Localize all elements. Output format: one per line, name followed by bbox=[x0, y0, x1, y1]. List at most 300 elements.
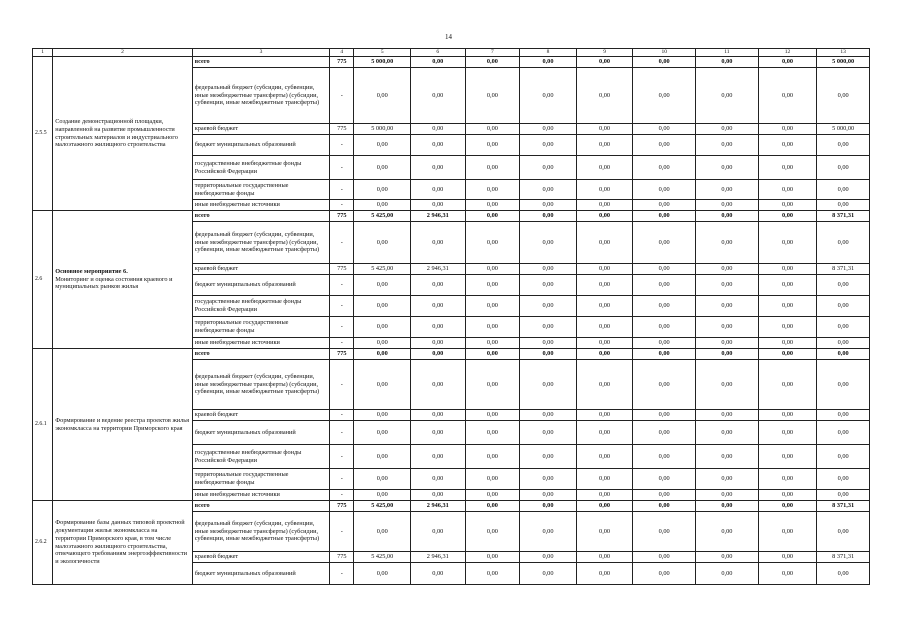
amount-cell: 0,00 bbox=[696, 211, 759, 222]
amount-cell: 0,00 bbox=[696, 275, 759, 296]
funding-source: государственные внебюджетные фонды Российской Федерации bbox=[192, 445, 329, 469]
activity-description: Формирование базы данных типовой проектной документации жилья экономкласса на территории Приморского края, в том числе малоэтажного жилищного строительства, отвечающего требованиям энергоэффективности и экологичности bbox=[55, 518, 187, 566]
amount-cell: 0,00 bbox=[576, 180, 633, 200]
row-code: 2.6.1 bbox=[33, 349, 53, 501]
amount-cell: 0,00 bbox=[520, 338, 577, 349]
amount-cell: 0,00 bbox=[354, 563, 411, 585]
amount-cell: 0,00 bbox=[576, 445, 633, 469]
amount-cell: 0,00 bbox=[411, 296, 466, 317]
amount-cell: 2 946,31 bbox=[411, 264, 466, 275]
amount-cell: 0,00 bbox=[465, 421, 520, 445]
amount-cell: 0,00 bbox=[817, 421, 870, 445]
budget-code: - bbox=[330, 68, 354, 124]
amount-cell: 0,00 bbox=[696, 124, 759, 135]
row-code: 2.5.5 bbox=[33, 57, 53, 211]
amount-cell: 0,00 bbox=[633, 68, 696, 124]
amount-cell: 0,00 bbox=[633, 222, 696, 264]
amount-cell: 0,00 bbox=[354, 421, 411, 445]
funding-source: иные внебюджетные источники bbox=[192, 200, 329, 211]
funding-source: федеральный бюджет (субсидии, субвенции, иные межбюджетные трансферты) (субсидии, субвенции, иные межбюджетные трансферты) bbox=[192, 68, 329, 124]
amount-cell: 0,00 bbox=[354, 349, 411, 360]
budget-code: 775 bbox=[330, 57, 354, 68]
budget-code: - bbox=[330, 200, 354, 211]
column-header: 2 bbox=[53, 49, 193, 57]
amount-cell: 0,00 bbox=[696, 421, 759, 445]
funding-source: краевой бюджет bbox=[192, 552, 329, 563]
amount-cell: 0,00 bbox=[696, 512, 759, 552]
amount-cell: 0,00 bbox=[576, 200, 633, 211]
budget-code: - bbox=[330, 490, 354, 501]
amount-cell: 0,00 bbox=[354, 135, 411, 156]
amount-cell: 0,00 bbox=[817, 296, 870, 317]
amount-cell: 0,00 bbox=[520, 296, 577, 317]
amount-cell: 2 946,31 bbox=[411, 552, 466, 563]
column-header: 7 bbox=[465, 49, 520, 57]
amount-cell: 0,00 bbox=[758, 501, 817, 512]
budget-code: - bbox=[330, 275, 354, 296]
amount-cell: 0,00 bbox=[633, 552, 696, 563]
amount-cell: 0,00 bbox=[696, 490, 759, 501]
amount-cell: 0,00 bbox=[465, 275, 520, 296]
budget-code: - bbox=[330, 222, 354, 264]
row-code: 2.6 bbox=[33, 211, 53, 349]
amount-cell: 0,00 bbox=[354, 275, 411, 296]
amount-cell: 0,00 bbox=[576, 469, 633, 490]
amount-cell: 0,00 bbox=[465, 135, 520, 156]
amount-cell: 0,00 bbox=[758, 338, 817, 349]
amount-cell: 0,00 bbox=[633, 296, 696, 317]
amount-cell: 0,00 bbox=[520, 490, 577, 501]
amount-cell: 0,00 bbox=[633, 317, 696, 338]
amount-cell: 0,00 bbox=[696, 410, 759, 421]
amount-cell: 5 425,00 bbox=[354, 501, 411, 512]
amount-cell: 0,00 bbox=[354, 222, 411, 264]
amount-cell: 0,00 bbox=[817, 469, 870, 490]
amount-cell: 0,00 bbox=[520, 135, 577, 156]
activity-name bbox=[53, 501, 193, 585]
amount-cell: 5 425,00 bbox=[354, 552, 411, 563]
amount-cell: 0,00 bbox=[354, 296, 411, 317]
amount-cell: 0,00 bbox=[411, 563, 466, 585]
budget-code: 775 bbox=[330, 211, 354, 222]
amount-cell: 0,00 bbox=[465, 296, 520, 317]
column-header: 11 bbox=[696, 49, 759, 57]
amount-cell: 0,00 bbox=[817, 445, 870, 469]
amount-cell: 0,00 bbox=[520, 360, 577, 410]
budget-code: - bbox=[330, 445, 354, 469]
amount-cell: 0,00 bbox=[354, 200, 411, 211]
amount-cell: 0,00 bbox=[411, 57, 466, 68]
amount-cell: 0,00 bbox=[633, 135, 696, 156]
amount-cell: 0,00 bbox=[465, 445, 520, 469]
amount-cell: 0,00 bbox=[758, 360, 817, 410]
amount-cell: 8 371,31 bbox=[817, 552, 870, 563]
funding-source: государственные внебюджетные фонды Российской Федерации bbox=[192, 296, 329, 317]
amount-cell: 0,00 bbox=[817, 512, 870, 552]
amount-cell: 0,00 bbox=[465, 156, 520, 180]
amount-cell: 0,00 bbox=[465, 552, 520, 563]
amount-cell: 0,00 bbox=[633, 57, 696, 68]
amount-cell: 0,00 bbox=[817, 180, 870, 200]
amount-cell: 0,00 bbox=[696, 156, 759, 180]
amount-cell: 0,00 bbox=[576, 512, 633, 552]
funding-source: федеральный бюджет (субсидии, субвенции, иные межбюджетные трансферты) (субсидии, субвенции, иные межбюджетные трансферты) bbox=[192, 360, 329, 410]
amount-cell: 0,00 bbox=[465, 563, 520, 585]
amount-cell: 8 371,31 bbox=[817, 211, 870, 222]
activity-description: Формирование и ведение реестра проектов жилья экономкласса на территории Приморского края bbox=[55, 416, 190, 432]
row-code: 2.6.2 bbox=[33, 501, 53, 585]
amount-cell: 0,00 bbox=[633, 200, 696, 211]
amount-cell: 0,00 bbox=[758, 222, 817, 264]
amount-cell: 0,00 bbox=[633, 180, 696, 200]
amount-cell: 0,00 bbox=[465, 264, 520, 275]
amount-cell: 0,00 bbox=[817, 135, 870, 156]
table-row bbox=[33, 349, 870, 360]
amount-cell: 0,00 bbox=[758, 156, 817, 180]
amount-cell: 0,00 bbox=[576, 421, 633, 445]
table-row bbox=[33, 501, 870, 512]
amount-cell: 0,00 bbox=[758, 68, 817, 124]
budget-code: 775 bbox=[330, 349, 354, 360]
amount-cell: 0,00 bbox=[411, 180, 466, 200]
amount-cell: 0,00 bbox=[696, 180, 759, 200]
amount-cell: 0,00 bbox=[758, 469, 817, 490]
column-header: 10 bbox=[633, 49, 696, 57]
amount-cell: 0,00 bbox=[354, 68, 411, 124]
amount-cell: 0,00 bbox=[633, 563, 696, 585]
activity-name bbox=[53, 349, 193, 501]
amount-cell: 0,00 bbox=[411, 410, 466, 421]
amount-cell: 8 371,31 bbox=[817, 501, 870, 512]
amount-cell: 0,00 bbox=[817, 349, 870, 360]
amount-cell: 0,00 bbox=[465, 124, 520, 135]
amount-cell: 0,00 bbox=[696, 469, 759, 490]
activity-name bbox=[53, 211, 193, 349]
budget-code: - bbox=[330, 338, 354, 349]
amount-cell: 0,00 bbox=[758, 135, 817, 156]
amount-cell: 0,00 bbox=[465, 317, 520, 338]
amount-cell: 0,00 bbox=[817, 200, 870, 211]
amount-cell: 0,00 bbox=[758, 563, 817, 585]
amount-cell: 0,00 bbox=[520, 445, 577, 469]
amount-cell: 0,00 bbox=[758, 410, 817, 421]
funding-source: территориальные государственные внебюджетные фонды bbox=[192, 469, 329, 490]
amount-cell: 0,00 bbox=[758, 445, 817, 469]
amount-cell: 0,00 bbox=[817, 490, 870, 501]
amount-cell: 0,00 bbox=[758, 349, 817, 360]
funding-source: всего bbox=[192, 349, 329, 360]
amount-cell: 0,00 bbox=[696, 501, 759, 512]
amount-cell: 0,00 bbox=[758, 317, 817, 338]
amount-cell: 0,00 bbox=[354, 445, 411, 469]
column-header: 8 bbox=[520, 49, 577, 57]
funding-source: всего bbox=[192, 501, 329, 512]
amount-cell: 0,00 bbox=[576, 490, 633, 501]
amount-cell: 0,00 bbox=[411, 156, 466, 180]
budget-code: 775 bbox=[330, 124, 354, 135]
amount-cell: 0,00 bbox=[465, 410, 520, 421]
amount-cell: 0,00 bbox=[633, 445, 696, 469]
budget-code: 775 bbox=[330, 552, 354, 563]
amount-cell: 0,00 bbox=[465, 211, 520, 222]
amount-cell: 0,00 bbox=[817, 68, 870, 124]
amount-cell: 0,00 bbox=[817, 360, 870, 410]
column-header: 1 bbox=[33, 49, 53, 57]
amount-cell: 0,00 bbox=[520, 124, 577, 135]
amount-cell: 0,00 bbox=[817, 338, 870, 349]
amount-cell: 0,00 bbox=[817, 563, 870, 585]
amount-cell: 0,00 bbox=[576, 135, 633, 156]
page-number: 14 bbox=[445, 33, 452, 41]
amount-cell: 0,00 bbox=[465, 68, 520, 124]
amount-cell: 0,00 bbox=[411, 512, 466, 552]
table-body bbox=[33, 57, 870, 585]
amount-cell: 0,00 bbox=[696, 222, 759, 264]
amount-cell: 0,00 bbox=[354, 338, 411, 349]
amount-cell: 0,00 bbox=[520, 421, 577, 445]
amount-cell: 0,00 bbox=[633, 211, 696, 222]
amount-cell: 0,00 bbox=[354, 512, 411, 552]
amount-cell: 0,00 bbox=[576, 296, 633, 317]
amount-cell: 0,00 bbox=[633, 264, 696, 275]
amount-cell: 0,00 bbox=[354, 156, 411, 180]
funding-source: территориальные государственные внебюджетные фонды bbox=[192, 180, 329, 200]
amount-cell: 0,00 bbox=[817, 222, 870, 264]
amount-cell: 0,00 bbox=[633, 275, 696, 296]
amount-cell: 0,00 bbox=[520, 501, 577, 512]
budget-code: - bbox=[330, 156, 354, 180]
amount-cell: 0,00 bbox=[465, 349, 520, 360]
amount-cell: 0,00 bbox=[633, 156, 696, 180]
amount-cell: 0,00 bbox=[411, 445, 466, 469]
amount-cell: 0,00 bbox=[576, 338, 633, 349]
amount-cell: 0,00 bbox=[520, 563, 577, 585]
amount-cell: 0,00 bbox=[520, 275, 577, 296]
amount-cell: 0,00 bbox=[411, 421, 466, 445]
amount-cell: 0,00 bbox=[817, 156, 870, 180]
amount-cell: 0,00 bbox=[576, 211, 633, 222]
budget-code: - bbox=[330, 180, 354, 200]
amount-cell: 0,00 bbox=[817, 410, 870, 421]
budget-code: - bbox=[330, 563, 354, 585]
amount-cell: 0,00 bbox=[696, 338, 759, 349]
amount-cell: 0,00 bbox=[411, 490, 466, 501]
amount-cell: 0,00 bbox=[758, 124, 817, 135]
funding-source: краевой бюджет bbox=[192, 410, 329, 421]
amount-cell: 0,00 bbox=[411, 200, 466, 211]
amount-cell: 0,00 bbox=[520, 552, 577, 563]
budget-code: 775 bbox=[330, 264, 354, 275]
amount-cell: 0,00 bbox=[758, 296, 817, 317]
budget-code: - bbox=[330, 135, 354, 156]
amount-cell: 0,00 bbox=[633, 410, 696, 421]
amount-cell: 0,00 bbox=[576, 501, 633, 512]
column-header: 9 bbox=[576, 49, 633, 57]
amount-cell: 0,00 bbox=[465, 222, 520, 264]
amount-cell: 0,00 bbox=[696, 135, 759, 156]
amount-cell: 0,00 bbox=[576, 275, 633, 296]
amount-cell: 0,00 bbox=[354, 317, 411, 338]
amount-cell: 0,00 bbox=[696, 552, 759, 563]
amount-cell: 0,00 bbox=[758, 180, 817, 200]
amount-cell: 0,00 bbox=[520, 410, 577, 421]
column-header: 6 bbox=[411, 49, 466, 57]
amount-cell: 0,00 bbox=[633, 338, 696, 349]
activity-description: Мониторинг и оценка состояния краевого и муниципальных рынков жилья bbox=[55, 275, 173, 291]
amount-cell: 0,00 bbox=[576, 124, 633, 135]
amount-cell: 0,00 bbox=[758, 275, 817, 296]
amount-cell: 0,00 bbox=[520, 264, 577, 275]
amount-cell: 0,00 bbox=[758, 421, 817, 445]
activity-description: Создание демонстрационной площадки, направленной на развитие промышленности строительных материалов и индустриального малоэтажного жилищного строительства bbox=[55, 117, 178, 149]
amount-cell: 0,00 bbox=[696, 200, 759, 211]
amount-cell: 0,00 bbox=[520, 512, 577, 552]
amount-cell: 0,00 bbox=[576, 349, 633, 360]
amount-cell: 0,00 bbox=[354, 490, 411, 501]
amount-cell: 0,00 bbox=[520, 317, 577, 338]
amount-cell: 0,00 bbox=[758, 552, 817, 563]
amount-cell: 0,00 bbox=[465, 469, 520, 490]
amount-cell: 0,00 bbox=[411, 349, 466, 360]
amount-cell: 0,00 bbox=[576, 410, 633, 421]
funding-source: бюджет муниципальных образований bbox=[192, 275, 329, 296]
amount-cell: 0,00 bbox=[520, 68, 577, 124]
amount-cell: 0,00 bbox=[520, 156, 577, 180]
amount-cell: 0,00 bbox=[758, 490, 817, 501]
amount-cell: 0,00 bbox=[411, 124, 466, 135]
amount-cell: 5 000,00 bbox=[817, 124, 870, 135]
activity-title: Основное мероприятие 6. bbox=[55, 267, 128, 275]
budget-code: - bbox=[330, 421, 354, 445]
budget-code: - bbox=[330, 469, 354, 490]
amount-cell: 0,00 bbox=[758, 512, 817, 552]
amount-cell: 0,00 bbox=[576, 552, 633, 563]
budget-code: - bbox=[330, 317, 354, 338]
amount-cell: 0,00 bbox=[520, 57, 577, 68]
amount-cell: 0,00 bbox=[696, 349, 759, 360]
amount-cell: 0,00 bbox=[520, 469, 577, 490]
amount-cell: 0,00 bbox=[520, 180, 577, 200]
amount-cell: 0,00 bbox=[696, 57, 759, 68]
amount-cell: 0,00 bbox=[633, 512, 696, 552]
funding-source: бюджет муниципальных образований bbox=[192, 563, 329, 585]
amount-cell: 0,00 bbox=[696, 445, 759, 469]
amount-cell: 0,00 bbox=[576, 317, 633, 338]
budget-code: 775 bbox=[330, 501, 354, 512]
funding-source: иные внебюджетные источники bbox=[192, 490, 329, 501]
column-header: 13 bbox=[817, 49, 870, 57]
amount-cell: 0,00 bbox=[465, 180, 520, 200]
header-row bbox=[33, 49, 870, 57]
budget-code: - bbox=[330, 296, 354, 317]
budget-code: - bbox=[330, 512, 354, 552]
funding-source: государственные внебюджетные фонды Российской Федерации bbox=[192, 156, 329, 180]
funding-source: иные внебюджетные источники bbox=[192, 338, 329, 349]
amount-cell: 0,00 bbox=[576, 563, 633, 585]
column-header: 4 bbox=[330, 49, 354, 57]
amount-cell: 5 000,00 bbox=[354, 124, 411, 135]
amount-cell: 0,00 bbox=[633, 124, 696, 135]
amount-cell: 0,00 bbox=[633, 501, 696, 512]
activity-name bbox=[53, 57, 193, 211]
amount-cell: 0,00 bbox=[520, 349, 577, 360]
amount-cell: 0,00 bbox=[817, 275, 870, 296]
amount-cell: 0,00 bbox=[520, 222, 577, 264]
amount-cell: 0,00 bbox=[411, 469, 466, 490]
funding-source: бюджет муниципальных образований bbox=[192, 421, 329, 445]
column-header: 12 bbox=[758, 49, 817, 57]
amount-cell: 0,00 bbox=[576, 264, 633, 275]
table-row bbox=[33, 57, 870, 68]
amount-cell: 0,00 bbox=[633, 349, 696, 360]
amount-cell: 0,00 bbox=[696, 264, 759, 275]
amount-cell: 0,00 bbox=[354, 180, 411, 200]
amount-cell: 0,00 bbox=[465, 200, 520, 211]
amount-cell: 8 371,31 bbox=[817, 264, 870, 275]
amount-cell: 0,00 bbox=[758, 200, 817, 211]
amount-cell: 0,00 bbox=[696, 317, 759, 338]
amount-cell: 0,00 bbox=[354, 410, 411, 421]
funding-source: территориальные государственные внебюджетные фонды bbox=[192, 317, 329, 338]
column-header: 3 bbox=[192, 49, 329, 57]
amount-cell: 0,00 bbox=[576, 360, 633, 410]
amount-cell: 0,00 bbox=[411, 317, 466, 338]
amount-cell: 0,00 bbox=[633, 490, 696, 501]
amount-cell: 2 946,31 bbox=[411, 211, 466, 222]
amount-cell: 0,00 bbox=[411, 68, 466, 124]
budget-code: - bbox=[330, 410, 354, 421]
funding-source: краевой бюджет bbox=[192, 124, 329, 135]
amount-cell: 0,00 bbox=[758, 264, 817, 275]
table-row bbox=[33, 211, 870, 222]
amount-cell: 0,00 bbox=[465, 501, 520, 512]
amount-cell: 5 425,00 bbox=[354, 264, 411, 275]
amount-cell: 0,00 bbox=[411, 275, 466, 296]
amount-cell: 0,00 bbox=[576, 68, 633, 124]
amount-cell: 0,00 bbox=[411, 338, 466, 349]
funding-source: краевой бюджет bbox=[192, 264, 329, 275]
amount-cell: 5 425,00 bbox=[354, 211, 411, 222]
amount-cell: 0,00 bbox=[696, 360, 759, 410]
column-header: 5 bbox=[354, 49, 411, 57]
budget-code: - bbox=[330, 360, 354, 410]
funding-source: федеральный бюджет (субсидии, субвенции, иные межбюджетные трансферты) (субсидии, субвенции, иные межбюджетные трансферты) bbox=[192, 222, 329, 264]
amount-cell: 0,00 bbox=[465, 57, 520, 68]
amount-cell: 0,00 bbox=[696, 68, 759, 124]
amount-cell: 5 000,00 bbox=[354, 57, 411, 68]
amount-cell: 0,00 bbox=[465, 490, 520, 501]
budget-table bbox=[32, 48, 870, 585]
amount-cell: 0,00 bbox=[633, 421, 696, 445]
funding-source: всего bbox=[192, 57, 329, 68]
amount-cell: 0,00 bbox=[411, 135, 466, 156]
amount-cell: 0,00 bbox=[465, 512, 520, 552]
amount-cell: 0,00 bbox=[758, 57, 817, 68]
amount-cell: 0,00 bbox=[465, 338, 520, 349]
amount-cell: 0,00 bbox=[633, 360, 696, 410]
funding-source: бюджет муниципальных образований bbox=[192, 135, 329, 156]
funding-source: всего bbox=[192, 211, 329, 222]
amount-cell: 0,00 bbox=[411, 222, 466, 264]
amount-cell: 0,00 bbox=[696, 296, 759, 317]
funding-source: федеральный бюджет (субсидии, субвенции, иные межбюджетные трансферты) (субсидии, субвенции, иные межбюджетные трансферты) bbox=[192, 512, 329, 552]
amount-cell: 0,00 bbox=[576, 222, 633, 264]
amount-cell: 0,00 bbox=[411, 360, 466, 410]
amount-cell: 0,00 bbox=[520, 200, 577, 211]
amount-cell: 0,00 bbox=[817, 317, 870, 338]
amount-cell: 0,00 bbox=[354, 469, 411, 490]
amount-cell: 0,00 bbox=[758, 211, 817, 222]
